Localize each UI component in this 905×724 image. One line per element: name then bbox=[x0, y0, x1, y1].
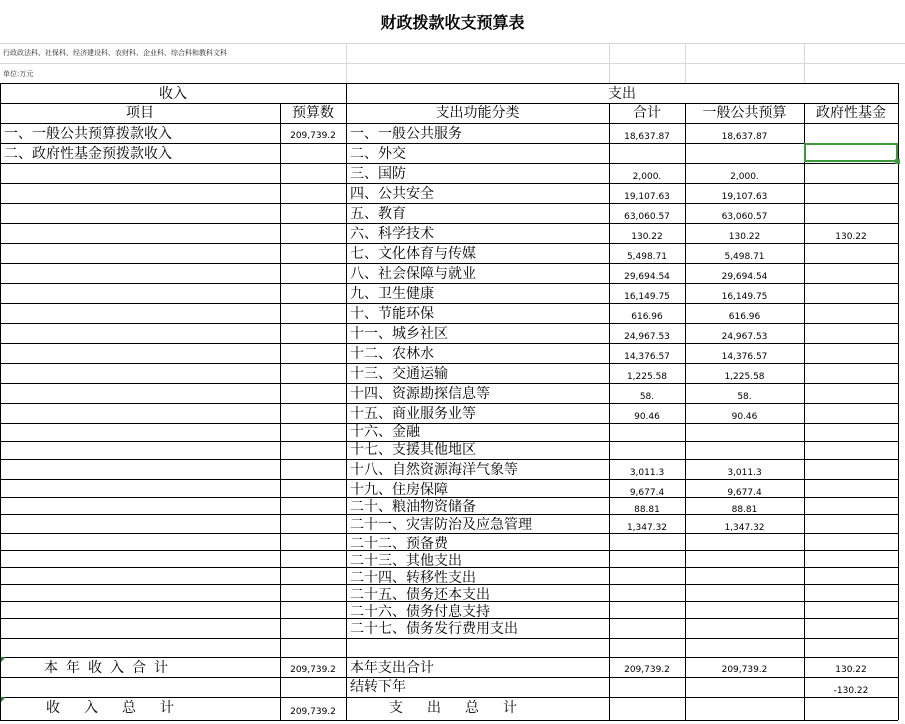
grid-line bbox=[0, 43, 905, 44]
income-grand-value[interactable]: 209,739.2 bbox=[290, 707, 336, 717]
grid-line bbox=[0, 143, 898, 144]
header-func-class: 支出功能分类 bbox=[435, 105, 520, 121]
expense-row-label[interactable]: 二十四、转移性支出 bbox=[350, 570, 476, 586]
grid-line bbox=[804, 43, 805, 83]
expense-row-general-value[interactable]: 63,060.57 bbox=[721, 212, 768, 222]
grid-line bbox=[0, 263, 898, 264]
expense-row-total-value[interactable]: 1,347.32 bbox=[626, 523, 668, 533]
expense-row-total-value[interactable]: 1,225.58 bbox=[626, 372, 668, 382]
expense-row-label[interactable]: 二十六、债务付息支持 bbox=[350, 604, 490, 620]
expense-row-total-value[interactable]: 5,498.71 bbox=[626, 252, 668, 262]
income-grand-label[interactable]: 收入总计 bbox=[46, 700, 198, 716]
expense-row-general-value[interactable]: 90.46 bbox=[731, 412, 758, 422]
expense-row-general-value[interactable]: 29,694.54 bbox=[721, 272, 768, 282]
expense-row-total-value[interactable]: 90.46 bbox=[634, 412, 660, 422]
expense-row-label[interactable]: 二十三、其他支出 bbox=[350, 553, 462, 569]
expense-row-fund-value[interactable]: 130.22 bbox=[835, 232, 867, 242]
carry-over-fund-value[interactable]: -130.22 bbox=[833, 686, 869, 696]
expense-total-value[interactable]: 209,739.2 bbox=[624, 665, 670, 675]
income-value-1[interactable]: 209,739.2 bbox=[290, 131, 336, 141]
expense-row-general-value[interactable]: 58. bbox=[737, 392, 752, 402]
expense-row-total-value[interactable]: 16,149.75 bbox=[624, 292, 670, 302]
grid-line bbox=[0, 343, 898, 344]
expense-row-total-value[interactable]: 9,677.4 bbox=[629, 488, 665, 498]
header-budget-num: 预算数 bbox=[292, 105, 334, 121]
expense-row-general-value[interactable]: 18,637.87 bbox=[721, 132, 768, 142]
expense-row-general-value[interactable]: 1,225.58 bbox=[724, 372, 765, 382]
expense-row-total-value[interactable]: 19,107.63 bbox=[624, 192, 670, 202]
header-total: 合计 bbox=[633, 105, 661, 121]
expense-row-label[interactable]: 二、外交 bbox=[350, 146, 406, 162]
expense-row-general-value[interactable]: 88.81 bbox=[731, 505, 758, 515]
expense-row-general-value[interactable]: 130.22 bbox=[728, 232, 761, 242]
expense-row-label[interactable]: 十九、住房保障 bbox=[350, 482, 448, 498]
expense-row-general-value[interactable]: 24,967.53 bbox=[721, 332, 768, 342]
grid-line bbox=[0, 183, 898, 184]
grid-line bbox=[0, 243, 898, 244]
expense-row-total-value[interactable]: 58. bbox=[639, 392, 655, 402]
income-total-label[interactable]: 本年收入合计 bbox=[44, 660, 176, 676]
header-general-budget: 一般公共预算 bbox=[702, 105, 787, 121]
expense-row-label[interactable]: 十六、金融 bbox=[350, 424, 420, 440]
expense-row-general-value[interactable]: 1,347.32 bbox=[724, 523, 765, 533]
expense-row-general-value[interactable]: 14,376.57 bbox=[721, 352, 768, 362]
expense-row-label[interactable]: 二十一、灾害防治及应急管理 bbox=[350, 517, 532, 533]
expense-row-label[interactable]: 六、科学技术 bbox=[350, 226, 434, 242]
grid-line bbox=[804, 103, 805, 720]
income-item-1[interactable]: 一、一般公共预算拨款收入 bbox=[4, 126, 172, 142]
expense-row-label[interactable]: 九、卫生健康 bbox=[350, 286, 434, 302]
expense-row-total-value[interactable]: 3,011.3 bbox=[629, 468, 665, 478]
expense-grand-label[interactable]: 支出总计 bbox=[389, 700, 541, 716]
expense-row-label[interactable]: 十五、商业服务业等 bbox=[350, 406, 476, 422]
expense-row-general-value[interactable]: 2,000. bbox=[730, 172, 759, 182]
expense-row-label[interactable]: 十、节能环保 bbox=[350, 306, 434, 322]
selected-cell[interactable] bbox=[804, 143, 898, 162]
grid-line bbox=[0, 123, 898, 124]
expense-fund-total-value[interactable]: 130.22 bbox=[835, 665, 867, 675]
page-title: 财政拨款收支预算表 bbox=[380, 13, 525, 32]
grid-line bbox=[898, 83, 899, 720]
grid-line bbox=[0, 283, 898, 284]
grid-line bbox=[0, 383, 898, 384]
expense-row-total-value[interactable]: 14,376.57 bbox=[624, 352, 670, 362]
grid-line bbox=[609, 43, 610, 83]
grid-line bbox=[0, 657, 898, 658]
expense-row-label[interactable]: 一、一般公共服务 bbox=[350, 126, 462, 142]
expense-row-general-value[interactable]: 16,149.75 bbox=[721, 292, 768, 302]
header-gov-fund: 政府性基金 bbox=[816, 105, 886, 121]
carry-over-label[interactable]: 结转下年 bbox=[350, 679, 406, 695]
expense-row-label[interactable]: 二十、粮油物资储备 bbox=[350, 499, 476, 515]
expense-row-total-value[interactable]: 18,637.87 bbox=[624, 132, 670, 142]
department-note: 行政政法科、社保科、经济建设科、农财科、企业科、综合科和教科文科 bbox=[3, 49, 227, 57]
expense-row-label[interactable]: 十一、城乡社区 bbox=[350, 326, 448, 342]
expense-general-total-value[interactable]: 209,739.2 bbox=[721, 665, 768, 675]
header-income: 收入 bbox=[159, 86, 187, 102]
grid-line bbox=[0, 459, 898, 460]
expense-row-total-value[interactable]: 63,060.57 bbox=[624, 212, 670, 222]
grid-line bbox=[0, 163, 898, 164]
grid-line bbox=[0, 363, 898, 364]
expense-row-general-value[interactable]: 5,498.71 bbox=[724, 252, 765, 262]
grid-line bbox=[280, 103, 281, 720]
grid-line bbox=[0, 83, 1, 720]
grid-line bbox=[0, 697, 898, 698]
expense-row-label[interactable]: 二十五、债务还本支出 bbox=[350, 587, 490, 603]
header-item: 项目 bbox=[126, 105, 154, 121]
expense-row-general-value[interactable]: 19,107.63 bbox=[721, 192, 768, 202]
grid-line bbox=[0, 550, 898, 551]
grid-line bbox=[0, 223, 898, 224]
grid-line bbox=[0, 720, 898, 721]
expense-row-general-value[interactable]: 616.96 bbox=[728, 312, 761, 322]
expense-row-label[interactable]: 八、社会保障与就业 bbox=[350, 266, 476, 282]
expense-row-label[interactable]: 四、公共安全 bbox=[350, 186, 434, 202]
expense-row-total-value[interactable]: 88.81 bbox=[634, 505, 660, 515]
grid-line bbox=[0, 638, 898, 639]
grid-line bbox=[0, 303, 898, 304]
grid-line bbox=[0, 423, 898, 424]
error-indicator-icon bbox=[1, 657, 6, 662]
expense-row-label[interactable]: 二十二、预备费 bbox=[350, 536, 448, 552]
expense-row-label[interactable]: 五、教育 bbox=[350, 206, 406, 222]
income-total-value[interactable]: 209,739.2 bbox=[290, 665, 336, 675]
error-indicator-icon bbox=[1, 697, 6, 702]
expense-row-total-value[interactable]: 616.96 bbox=[631, 312, 663, 322]
grid-line bbox=[346, 43, 347, 83]
expense-row-label[interactable]: 十二、农林水 bbox=[350, 346, 434, 362]
expense-row-label[interactable]: 十三、交通运输 bbox=[350, 366, 448, 382]
expense-row-total-value[interactable]: 130.22 bbox=[631, 232, 663, 242]
expense-row-total-value[interactable]: 2,000. bbox=[632, 172, 662, 182]
grid-line bbox=[0, 323, 898, 324]
grid-line bbox=[0, 63, 905, 64]
expense-row-label[interactable]: 十四、资源勘探信息等 bbox=[350, 386, 490, 402]
unit-label: 单位:万元 bbox=[3, 70, 34, 78]
grid-line bbox=[0, 479, 898, 480]
header-expense: 支出 bbox=[608, 86, 636, 102]
expense-row-label[interactable]: 二十七、债务发行费用支出 bbox=[350, 621, 518, 637]
grid-line bbox=[0, 203, 898, 204]
income-item-2[interactable]: 二、政府性基金预拨款收入 bbox=[4, 146, 172, 162]
expense-row-label[interactable]: 三、国防 bbox=[350, 166, 406, 182]
expense-row-label[interactable]: 十七、支援其他地区 bbox=[350, 442, 476, 458]
grid-line bbox=[0, 677, 898, 678]
fill-handle[interactable] bbox=[895, 159, 900, 164]
expense-row-label[interactable]: 十八、自然资源海洋气象等 bbox=[350, 462, 518, 478]
expense-row-label[interactable]: 七、文化体育与传媒 bbox=[350, 246, 476, 262]
expense-row-general-value[interactable]: 3,011.3 bbox=[727, 468, 762, 478]
grid-line bbox=[0, 83, 898, 84]
expense-total-label[interactable]: 本年支出合计 bbox=[350, 660, 434, 676]
expense-row-total-value[interactable]: 29,694.54 bbox=[624, 272, 670, 282]
expense-row-total-value[interactable]: 24,967.53 bbox=[624, 332, 670, 342]
grid-line bbox=[685, 43, 686, 83]
expense-row-general-value[interactable]: 9,677.4 bbox=[727, 488, 762, 498]
grid-line bbox=[0, 403, 898, 404]
grid-line bbox=[346, 83, 347, 720]
